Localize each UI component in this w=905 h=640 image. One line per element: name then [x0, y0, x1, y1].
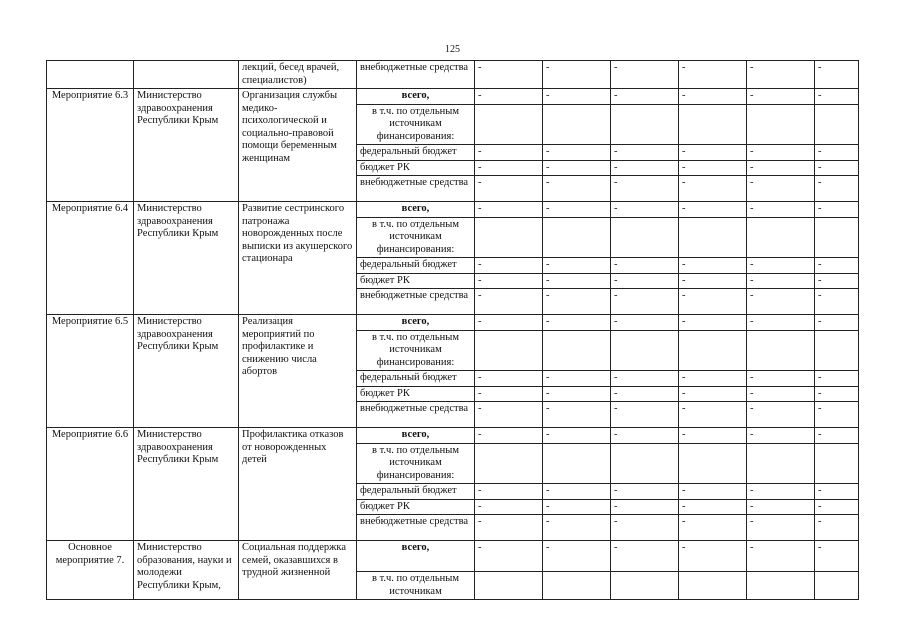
- value-cell: -: [611, 61, 679, 89]
- value-cell: -: [747, 160, 815, 176]
- value-cell: -: [475, 371, 543, 387]
- value-cell: [815, 330, 859, 371]
- value-cell: -: [475, 499, 543, 515]
- value-cell: [543, 217, 611, 258]
- value-cell: -: [475, 202, 543, 218]
- value-cell: [611, 443, 679, 484]
- value-cell: -: [815, 428, 859, 444]
- value-cell: -: [543, 89, 611, 105]
- table-row: [47, 89, 859, 105]
- value-cell: -: [611, 202, 679, 218]
- value-cell: -: [679, 89, 747, 105]
- value-cell: -: [543, 541, 611, 572]
- responsible-cell: Министерство здравоохранения Республики Крым: [134, 315, 239, 428]
- value-cell: -: [815, 499, 859, 515]
- source-federal-cell: федеральный бюджет: [357, 145, 475, 161]
- source-rk-cell: бюджет РК: [357, 160, 475, 176]
- value-cell: -: [747, 386, 815, 402]
- source-extra-cell: внебюджетные средства: [357, 402, 475, 428]
- value-cell: -: [475, 386, 543, 402]
- value-cell: [815, 443, 859, 484]
- value-cell: -: [611, 371, 679, 387]
- value-cell: -: [611, 499, 679, 515]
- value-cell: -: [679, 289, 747, 315]
- source-total-cell: всего,: [357, 315, 475, 331]
- value-cell: [747, 217, 815, 258]
- value-cell: -: [815, 145, 859, 161]
- source-federal-cell: федеральный бюджет: [357, 371, 475, 387]
- source-total-cell: всего,: [357, 541, 475, 572]
- value-cell: -: [543, 499, 611, 515]
- value-cell: -: [475, 402, 543, 428]
- value-cell: -: [475, 515, 543, 541]
- description-cell: Развитие сестринского патронажа новорожденных после выписки из акушерского стационара: [239, 202, 357, 315]
- value-cell: -: [475, 289, 543, 315]
- value-cell: -: [475, 541, 543, 572]
- value-cell: [815, 217, 859, 258]
- source-extra-cell: внебюджетные средства: [357, 515, 475, 541]
- value-cell: -: [475, 176, 543, 202]
- value-cell: -: [747, 371, 815, 387]
- value-cell: [543, 330, 611, 371]
- value-cell: -: [543, 289, 611, 315]
- value-cell: -: [543, 386, 611, 402]
- value-cell: [475, 217, 543, 258]
- value-cell: -: [815, 273, 859, 289]
- value-cell: -: [543, 484, 611, 500]
- value-cell: [611, 572, 679, 600]
- value-cell: -: [611, 484, 679, 500]
- measure-id-cell: Мероприятие 6.4: [47, 202, 134, 315]
- source-rk-cell: бюджет РК: [357, 386, 475, 402]
- value-cell: -: [475, 428, 543, 444]
- value-cell: -: [679, 202, 747, 218]
- value-cell: -: [475, 89, 543, 105]
- value-cell: -: [747, 402, 815, 428]
- value-cell: [611, 217, 679, 258]
- value-cell: -: [475, 484, 543, 500]
- value-cell: [475, 104, 543, 145]
- value-cell: -: [747, 541, 815, 572]
- value-cell: -: [543, 315, 611, 331]
- page-number: 125: [445, 44, 460, 55]
- value-cell: -: [543, 160, 611, 176]
- table-row: [47, 315, 859, 331]
- value-cell: -: [679, 541, 747, 572]
- value-cell: -: [815, 89, 859, 105]
- responsible-cell: Министерство здравоохранения Республики Крым: [134, 202, 239, 315]
- value-cell: -: [747, 484, 815, 500]
- responsible-cell: Министерство здравоохранения Республики Крым: [134, 428, 239, 541]
- source-breakdown-cell: в т.ч. по отдельным источникам финансирования:: [357, 443, 475, 484]
- value-cell: [475, 572, 543, 600]
- value-cell: -: [679, 484, 747, 500]
- measure-id-cell: Мероприятие 6.3: [47, 89, 134, 202]
- value-cell: -: [747, 499, 815, 515]
- value-cell: -: [679, 428, 747, 444]
- responsible-cell: [134, 61, 239, 89]
- value-cell: -: [747, 289, 815, 315]
- value-cell: [611, 104, 679, 145]
- value-cell: [747, 572, 815, 600]
- value-cell: -: [475, 145, 543, 161]
- budget-table-body: [47, 61, 859, 600]
- value-cell: [543, 104, 611, 145]
- value-cell: -: [815, 176, 859, 202]
- value-cell: -: [543, 402, 611, 428]
- value-cell: -: [679, 315, 747, 331]
- value-cell: -: [543, 273, 611, 289]
- value-cell: -: [543, 61, 611, 89]
- value-cell: -: [679, 386, 747, 402]
- description-cell: Реализация мероприятий по профилактике и снижению числа абортов: [239, 315, 357, 428]
- value-cell: [815, 104, 859, 145]
- source-extra-cell: внебюджетные средства: [357, 176, 475, 202]
- value-cell: -: [747, 202, 815, 218]
- value-cell: -: [679, 499, 747, 515]
- value-cell: -: [815, 484, 859, 500]
- value-cell: [543, 572, 611, 600]
- value-cell: -: [815, 289, 859, 315]
- value-cell: -: [475, 258, 543, 274]
- value-cell: [475, 443, 543, 484]
- value-cell: -: [543, 176, 611, 202]
- value-cell: -: [747, 61, 815, 89]
- source-total-cell: всего,: [357, 428, 475, 444]
- value-cell: [543, 443, 611, 484]
- value-cell: -: [679, 371, 747, 387]
- table-row: [47, 61, 859, 89]
- value-cell: -: [611, 402, 679, 428]
- responsible-cell: Министерство здравоохранения Республики Крым: [134, 89, 239, 202]
- value-cell: -: [815, 258, 859, 274]
- value-cell: -: [543, 202, 611, 218]
- value-cell: -: [611, 386, 679, 402]
- value-cell: -: [815, 541, 859, 572]
- value-cell: -: [611, 515, 679, 541]
- value-cell: -: [679, 61, 747, 89]
- value-cell: -: [475, 315, 543, 331]
- value-cell: -: [475, 273, 543, 289]
- value-cell: -: [543, 515, 611, 541]
- value-cell: -: [747, 428, 815, 444]
- value-cell: -: [815, 202, 859, 218]
- measure-id-cell: Мероприятие 6.6: [47, 428, 134, 541]
- value-cell: [611, 330, 679, 371]
- value-cell: -: [815, 515, 859, 541]
- value-cell: -: [611, 160, 679, 176]
- source-breakdown-cell: в т.ч. по отдельным источникам финансирования:: [357, 330, 475, 371]
- value-cell: -: [679, 515, 747, 541]
- value-cell: -: [679, 273, 747, 289]
- value-cell: [747, 330, 815, 371]
- source-breakdown-cell: в т.ч. по отдельным источникам финансирования:: [357, 217, 475, 258]
- source-rk-cell: бюджет РК: [357, 273, 475, 289]
- source-breakdown-cell: в т.ч. по отдельным источникам финансирования:: [357, 104, 475, 145]
- value-cell: -: [815, 315, 859, 331]
- value-cell: -: [611, 258, 679, 274]
- description-cell: лекций, бесед врачей, специалистов): [239, 61, 357, 89]
- value-cell: [475, 330, 543, 371]
- value-cell: -: [679, 258, 747, 274]
- value-cell: -: [747, 515, 815, 541]
- table-row: [47, 202, 859, 218]
- value-cell: -: [611, 89, 679, 105]
- value-cell: -: [747, 89, 815, 105]
- value-cell: [679, 104, 747, 145]
- value-cell: [747, 443, 815, 484]
- source-federal-cell: федеральный бюджет: [357, 484, 475, 500]
- value-cell: [679, 572, 747, 600]
- value-cell: [815, 572, 859, 600]
- value-cell: -: [543, 145, 611, 161]
- source-total-cell: всего,: [357, 89, 475, 105]
- table-row: [47, 541, 859, 572]
- value-cell: -: [543, 258, 611, 274]
- value-cell: -: [815, 371, 859, 387]
- value-cell: -: [611, 289, 679, 315]
- responsible-cell: Министерство образования, науки и молодежи Республики Крым,: [134, 541, 239, 600]
- measure-id-cell: [47, 61, 134, 89]
- value-cell: -: [747, 176, 815, 202]
- value-cell: [679, 443, 747, 484]
- value-cell: -: [543, 428, 611, 444]
- source-extra-cell: внебюджетные средства: [357, 289, 475, 315]
- value-cell: -: [475, 160, 543, 176]
- value-cell: -: [679, 145, 747, 161]
- value-cell: -: [815, 61, 859, 89]
- value-cell: -: [747, 273, 815, 289]
- source-breakdown-cell: в т.ч. по отдельным источникам: [357, 572, 475, 600]
- value-cell: -: [679, 176, 747, 202]
- description-cell: Организация службы медико-психологической и социально-правовой помощи беременным женщинам: [239, 89, 357, 202]
- value-cell: [679, 330, 747, 371]
- value-cell: -: [679, 402, 747, 428]
- value-cell: -: [475, 61, 543, 89]
- budget-table: [46, 60, 859, 600]
- value-cell: -: [611, 315, 679, 331]
- table-row: [47, 428, 859, 444]
- source-rk-cell: бюджет РК: [357, 499, 475, 515]
- value-cell: -: [815, 160, 859, 176]
- source-cell: внебюджетные средства: [357, 61, 475, 89]
- value-cell: -: [611, 176, 679, 202]
- measure-id-cell: Мероприятие 6.5: [47, 315, 134, 428]
- source-federal-cell: федеральный бюджет: [357, 258, 475, 274]
- value-cell: [679, 217, 747, 258]
- value-cell: -: [815, 386, 859, 402]
- description-cell: Социальная поддержка семей, оказавшихся в трудной жизненной: [239, 541, 357, 600]
- value-cell: [747, 104, 815, 145]
- measure-id-cell: Основное мероприятие 7.: [47, 541, 134, 600]
- value-cell: -: [747, 145, 815, 161]
- value-cell: -: [611, 273, 679, 289]
- source-total-cell: всего,: [357, 202, 475, 218]
- value-cell: -: [679, 160, 747, 176]
- value-cell: -: [747, 258, 815, 274]
- value-cell: -: [611, 428, 679, 444]
- description-cell: Профилактика отказов от новорожденных детей: [239, 428, 357, 541]
- value-cell: -: [543, 371, 611, 387]
- value-cell: -: [611, 541, 679, 572]
- value-cell: -: [747, 315, 815, 331]
- value-cell: -: [611, 145, 679, 161]
- value-cell: -: [815, 402, 859, 428]
